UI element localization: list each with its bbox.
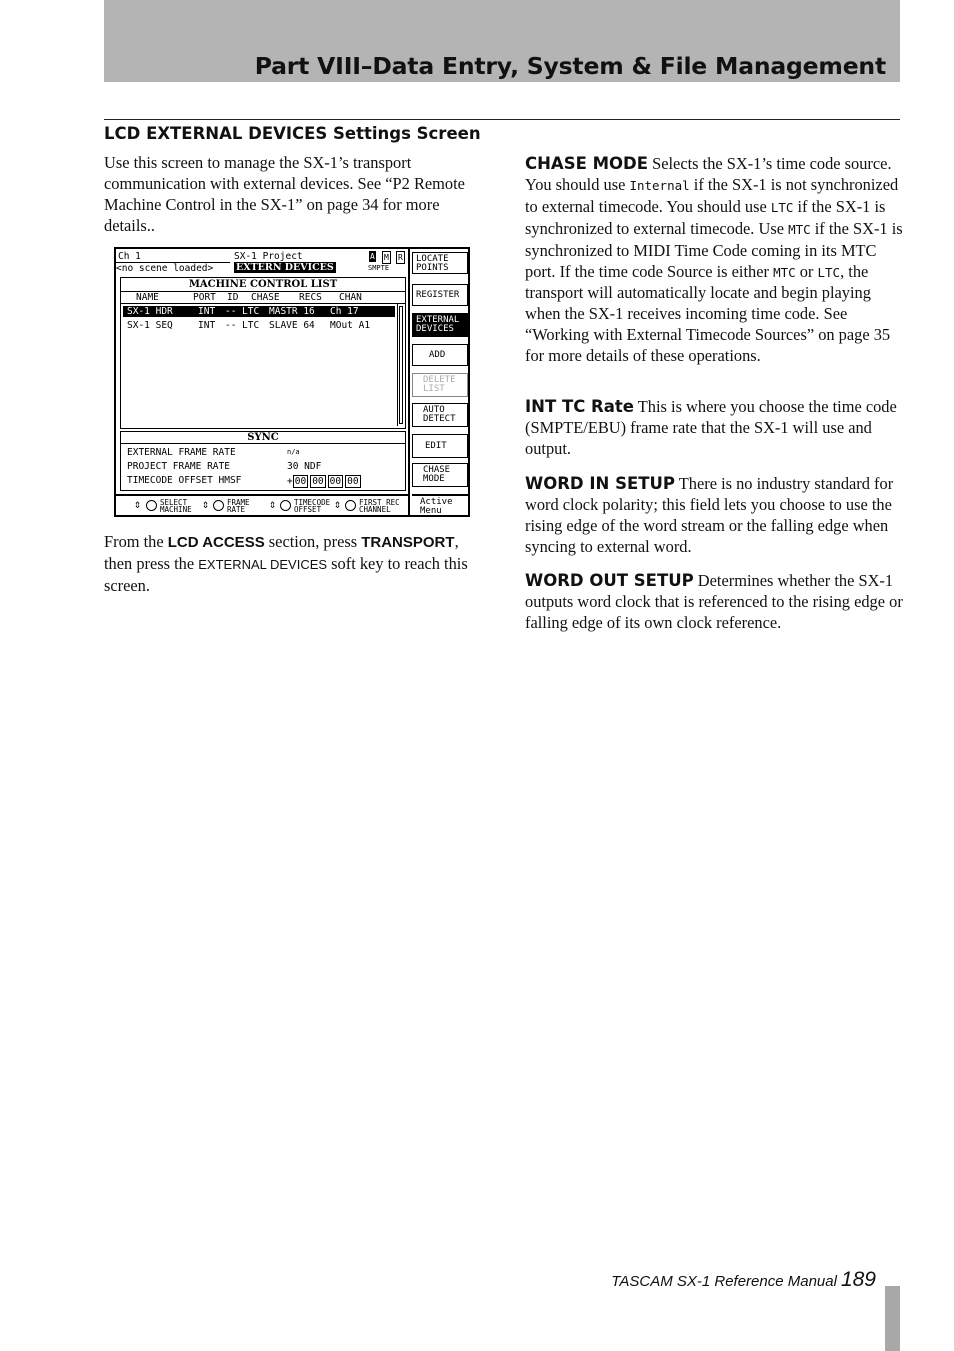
- footer-select-machine: SELECT MACHINE: [160, 498, 192, 514]
- access-text: , then press the: [104, 532, 459, 573]
- ltc-term: LTC: [817, 264, 841, 280]
- word-in-heading: WORD IN SETUP: [525, 474, 675, 493]
- offset-sign: +: [287, 476, 293, 487]
- list-header: [121, 291, 405, 304]
- footer-label: TASCAM SX-1 Reference Manual: [611, 1273, 837, 1290]
- knob-icon[interactable]: [280, 500, 291, 511]
- ext-frame-label: EXTERNAL FRAME RATE: [127, 447, 236, 458]
- softkey-locate-points[interactable]: LOCATE POINTS: [412, 252, 468, 274]
- list-scrollbar[interactable]: [397, 304, 405, 426]
- softkey-active-menu[interactable]: Active Menu: [412, 494, 468, 515]
- footer-frame-rate: FRAME RATE: [227, 498, 250, 514]
- lcd-screenshot: [114, 247, 470, 517]
- knob-icon[interactable]: [146, 500, 157, 511]
- chase-text: or: [795, 261, 818, 281]
- footer-first-rec-channel: FIRST REC CHANNEL: [359, 498, 400, 514]
- int-tc-paragraph: [525, 397, 903, 460]
- lcd-footer: [116, 494, 408, 515]
- row-port: INT: [198, 320, 216, 331]
- transport-key: TRANSPORT: [361, 534, 455, 551]
- row-chase: LTC: [242, 306, 260, 317]
- lcd-access-key: LCD ACCESS: [167, 534, 265, 551]
- offset-label: TIMECODE OFFSET HMSF: [127, 475, 242, 486]
- table-row[interactable]: [123, 306, 395, 317]
- chase-text: , the transport will automatically locate and begin playing when the SX-1 receives incoming time code. See “Working with External Timecode Sources” on page 35 for more details of these operations.: [525, 261, 891, 366]
- lcd-indicator-a: A: [370, 252, 375, 261]
- sync-title: SYNC: [247, 432, 279, 443]
- external-devices-key: EXTERNAL DEVICES: [198, 556, 328, 572]
- word-out-paragraph: [525, 571, 903, 634]
- footer-timecode-offset: TIMECODE OFFSET: [294, 498, 331, 514]
- lcd-smpte: SMPTE: [368, 264, 390, 272]
- col-name: NAME: [136, 292, 159, 303]
- chase-text: Selects the SX-1’s time code source. You should use: [525, 154, 892, 194]
- mtc-term: MTC: [788, 221, 811, 237]
- knob-icon[interactable]: [345, 500, 356, 511]
- page-footer: [611, 1268, 876, 1292]
- softkey-external-devices[interactable]: EXTERNAL DEVICES: [412, 313, 468, 337]
- access-text: section, press: [264, 532, 362, 551]
- offset-seconds[interactable]: 00: [329, 476, 342, 487]
- softkey-auto-detect[interactable]: AUTO DETECT: [412, 403, 468, 427]
- softkey-delete-list[interactable]: DELETE LIST: [412, 373, 468, 397]
- chase-mode-heading: CHASE MODE: [525, 154, 649, 173]
- thumb-tab: [885, 1286, 900, 1351]
- word-out-text: Determines whether the SX-1 outputs word clock that is referenced to the rising edge or falling edge of its own clock reference.: [525, 571, 903, 632]
- mtc-term: MTC: [773, 264, 796, 280]
- updown-arrow-icon: ⇕: [334, 497, 342, 511]
- intro-paragraph: [104, 153, 484, 237]
- ltc-term: LTC: [770, 199, 794, 215]
- offset-minutes[interactable]: 00: [312, 476, 324, 487]
- internal-term: Internal: [629, 177, 690, 193]
- chase-text: if the SX-1 is not synchronized to external timecode. You should use: [525, 174, 899, 216]
- softkey-register[interactable]: REGISTER: [412, 284, 468, 306]
- word-in-text: There is no industry standard for word clock polarity; this field lets you choose to use the rising edge of the word stream or the falling edge when syncing to external word.: [525, 474, 894, 556]
- intro-text: Use this screen to manage the SX-1’s transport communication with external devices. See “P2 Remote Machine Control in the SX-1” on page 34 for more details..: [104, 153, 465, 235]
- access-text: soft key to reach this screen.: [104, 553, 468, 595]
- chase-text: if the SX-1 is synchronized to MIDI Time Code coming in its MTC port. If the time code Source is either: [525, 218, 903, 281]
- chase-mode-paragraph: [525, 154, 903, 367]
- row-id: --: [225, 320, 237, 331]
- col-recs: RECS: [299, 292, 322, 303]
- lcd-main-area: [116, 249, 410, 515]
- lcd-indicator-r: R: [398, 253, 403, 262]
- ext-frame-value: n/a: [287, 448, 300, 456]
- lcd-indicator-m: M: [384, 253, 389, 262]
- table-row[interactable]: [123, 320, 395, 331]
- proj-frame-label: PROJECT FRAME RATE: [127, 461, 230, 472]
- row-port: INT: [198, 306, 216, 317]
- page-number: 189: [840, 1268, 876, 1291]
- page-header-title: Part VIII–Data Entry, System & File Management: [254, 52, 886, 80]
- lcd-screen-title: EXTERN DEVICES: [236, 262, 334, 273]
- col-chase: CHASE: [251, 292, 280, 303]
- proj-frame-value[interactable]: 30 NDF: [287, 461, 322, 472]
- softkey-edit[interactable]: EDIT: [412, 434, 468, 458]
- machine-control-title: MACHINE CONTROL LIST: [188, 279, 338, 290]
- header-rule: [104, 119, 900, 120]
- updown-arrow-icon: ⇕: [134, 497, 142, 511]
- offset-hours[interactable]: 00: [294, 476, 307, 487]
- header-band: [104, 0, 900, 82]
- machine-control-panel: [120, 277, 406, 429]
- row-recs: MASTR 16: [269, 306, 315, 317]
- lcd-project: SX-1 Project: [234, 251, 303, 262]
- access-text: From the: [104, 532, 168, 551]
- chase-text: if the SX-1 is synchronized to external timecode. Use: [525, 196, 886, 238]
- col-id: ID: [227, 292, 239, 303]
- row-id: --: [225, 306, 237, 317]
- scrollbar-thumb[interactable]: [399, 306, 403, 424]
- int-tc-text: This is where you choose the time code (SMPTE/EBU) frame rate that the SX-1 will use and output.: [525, 397, 897, 458]
- lcd-channel: Ch 1: [118, 251, 141, 262]
- word-out-heading: WORD OUT SETUP: [525, 571, 694, 590]
- updown-arrow-icon: ⇕: [269, 497, 277, 511]
- row-name: SX-1 HDR: [127, 306, 173, 317]
- sync-divider: [121, 443, 405, 444]
- offset-frames[interactable]: 00: [347, 476, 359, 487]
- col-port: PORT: [193, 292, 216, 303]
- sync-panel: [120, 431, 406, 491]
- softkey-chase-mode[interactable]: CHASE MODE: [412, 463, 468, 487]
- lcd-scene: <no scene loaded>: [116, 262, 230, 274]
- col-chan: CHAN: [339, 292, 362, 303]
- row-recs: SLAVE 64: [269, 320, 315, 331]
- row-chan: Ch 17: [330, 306, 359, 317]
- access-paragraph: [104, 532, 484, 597]
- section-title: LCD EXTERNAL DEVICES Settings Screen: [104, 124, 481, 143]
- row-chan: MOut A1: [330, 320, 371, 331]
- row-chase: LTC: [242, 320, 260, 331]
- knob-icon[interactable]: [213, 500, 224, 511]
- updown-arrow-icon: ⇕: [202, 497, 210, 511]
- offset-value[interactable]: [287, 475, 363, 488]
- int-tc-heading: INT TC Rate: [525, 397, 634, 416]
- softkey-add[interactable]: ADD: [412, 344, 468, 366]
- row-name: SX-1 SEQ: [127, 320, 173, 331]
- word-in-paragraph: [525, 474, 903, 558]
